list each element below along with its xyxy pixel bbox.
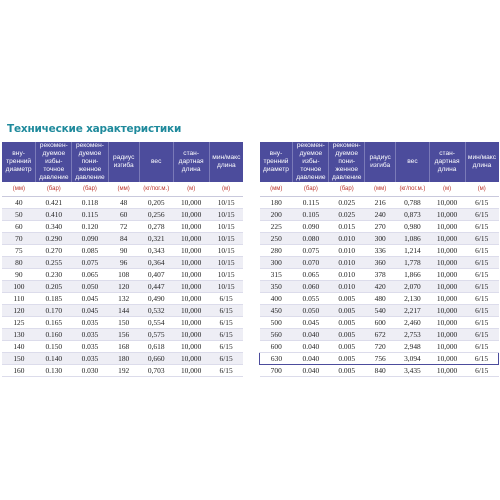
table-cell: 10,000 (429, 365, 465, 377)
table-cell: 720 (365, 341, 396, 353)
table-cell: 1,214 (396, 245, 429, 257)
table-cell: 0,364 (139, 257, 173, 269)
table-cell: 10,000 (173, 317, 209, 329)
table-cell: 0,343 (139, 245, 173, 257)
section-title: Технические характеристики (7, 123, 182, 135)
table-cell: 10/15 (209, 197, 243, 209)
header-underpressure: рекомен- дуемое пони- женное давление (72, 142, 108, 182)
table-cell: 70 (2, 233, 36, 245)
table-cell: 156 (108, 329, 139, 341)
table-cell: 6/15 (465, 365, 499, 377)
table-cell: 0.035 (72, 341, 108, 353)
table-cell: 0.050 (72, 281, 108, 293)
table-cell: 3,435 (396, 365, 429, 377)
table-cell: 120 (2, 305, 36, 317)
header-bend-radius: радиус изгиба (108, 142, 139, 182)
table-row (2, 353, 243, 365)
table-cell: 0,554 (139, 317, 173, 329)
table-cell: 0.010 (329, 281, 365, 293)
table-cell: 350 (260, 281, 293, 293)
table-cell: 0.085 (72, 245, 108, 257)
unit-cell: (м) (209, 182, 243, 197)
table-cell: 0,532 (139, 305, 173, 317)
table-cell: 192 (108, 365, 139, 377)
table-cell: 0.070 (293, 257, 329, 269)
table-cell: 756 (365, 353, 396, 365)
table-cell: 0.035 (72, 329, 108, 341)
header-row (260, 142, 499, 182)
table-cell: 450 (260, 305, 293, 317)
table-cell: 6/15 (465, 257, 499, 269)
table-cell: 0.090 (293, 221, 329, 233)
table-cell: 315 (260, 269, 293, 281)
table-row (260, 341, 499, 353)
table-cell: 0.165 (36, 317, 72, 329)
table-cell: 6/15 (465, 233, 499, 245)
table-cell: 0.045 (72, 293, 108, 305)
unit-cell: (м) (173, 182, 209, 197)
table-row (260, 305, 499, 317)
table-cell: 600 (365, 317, 396, 329)
table-cell: 10,000 (429, 293, 465, 305)
table-cell: 10,000 (173, 269, 209, 281)
table-cell: 90 (108, 245, 139, 257)
table-cell: 0.050 (293, 305, 329, 317)
table-cell: 10,000 (429, 197, 465, 209)
table-cell: 0,490 (139, 293, 173, 305)
table-cell: 0.005 (329, 365, 365, 377)
header-min-max-length: мин/макс длина (465, 142, 499, 182)
table-row (2, 329, 243, 341)
table-cell: 10,000 (173, 281, 209, 293)
table-cell: 90 (2, 269, 36, 281)
header-bend-radius: радиус изгиба (365, 142, 396, 182)
table-cell: 3,094 (396, 353, 429, 365)
table-cell: 130 (2, 329, 36, 341)
table-cell: 420 (365, 281, 396, 293)
table-cell: 6/15 (209, 317, 243, 329)
table-cell: 60 (2, 221, 36, 233)
table-cell: 0,703 (139, 365, 173, 377)
table-cell: 400 (260, 293, 293, 305)
spec-table-right (259, 142, 499, 377)
table-row (260, 197, 499, 209)
table-row (2, 293, 243, 305)
table-cell: 0,980 (396, 221, 429, 233)
table-cell: 10,000 (429, 245, 465, 257)
table-cell: 0.005 (329, 317, 365, 329)
table-cell: 0.005 (329, 353, 365, 365)
table-cell: 96 (108, 257, 139, 269)
table-cell: 6/15 (209, 341, 243, 353)
table-cell: 0,278 (139, 221, 173, 233)
table-row (260, 317, 499, 329)
table-cell: 0.118 (72, 197, 108, 209)
table-cell: 6/15 (465, 329, 499, 341)
table-cell: 0.075 (72, 257, 108, 269)
unit-cell: (мм) (365, 182, 396, 197)
table-cell: 120 (108, 281, 139, 293)
table-row (2, 233, 243, 245)
table-cell: 0.255 (36, 257, 72, 269)
table-cell: 0.150 (36, 341, 72, 353)
table-cell: 0.010 (329, 233, 365, 245)
table-cell: 0,618 (139, 341, 173, 353)
table-row (2, 221, 243, 233)
table-cell: 10,000 (173, 365, 209, 377)
units-row (2, 182, 243, 197)
table-cell: 378 (365, 269, 396, 281)
table-cell: 6/15 (465, 209, 499, 221)
table-cell: 6/15 (209, 293, 243, 305)
table-cell: 0.120 (72, 221, 108, 233)
table-cell: 270 (365, 221, 396, 233)
table-row (260, 245, 499, 257)
table-cell: 0.010 (329, 245, 365, 257)
table-cell: 0.040 (293, 353, 329, 365)
table-cell: 168 (108, 341, 139, 353)
table-cell: 0.005 (329, 329, 365, 341)
table-cell: 0.030 (72, 365, 108, 377)
table-cell: 10,000 (429, 329, 465, 341)
table-cell: 10,000 (173, 353, 209, 365)
table-cell: 0.205 (36, 281, 72, 293)
table-cell: 1,866 (396, 269, 429, 281)
table-cell: 6/15 (465, 221, 499, 233)
table-cell: 6/15 (465, 245, 499, 257)
table-row (260, 365, 499, 377)
table-cell: 10,000 (429, 341, 465, 353)
table-row (260, 329, 499, 341)
table-cell: 672 (365, 329, 396, 341)
table-cell: 540 (365, 305, 396, 317)
table-cell: 10,000 (173, 305, 209, 317)
table-cell: 300 (260, 257, 293, 269)
table-cell: 0,447 (139, 281, 173, 293)
table-cell: 132 (108, 293, 139, 305)
table-cell: 0.010 (329, 269, 365, 281)
table-cell: 10,000 (429, 233, 465, 245)
table-cell: 10/15 (209, 209, 243, 221)
table-row (2, 341, 243, 353)
table-row (260, 353, 499, 365)
table-cell: 0.140 (36, 353, 72, 365)
table-cell: 150 (2, 353, 36, 365)
table-cell: 0.185 (36, 293, 72, 305)
table-row (2, 257, 243, 269)
table-cell: 6/15 (465, 281, 499, 293)
table-cell: 180 (260, 197, 293, 209)
table-cell: 225 (260, 221, 293, 233)
table-cell: 0,321 (139, 233, 173, 245)
table-row (260, 233, 499, 245)
table-cell: 360 (365, 257, 396, 269)
table-cell: 150 (108, 317, 139, 329)
table-cell: 300 (365, 233, 396, 245)
table-cell: 6/15 (465, 269, 499, 281)
table-cell: 0.010 (329, 257, 365, 269)
unit-cell: (м) (465, 182, 499, 197)
unit-cell: (мм) (260, 182, 293, 197)
table-cell: 0,575 (139, 329, 173, 341)
unit-cell: (бар) (36, 182, 72, 197)
table-row (2, 245, 243, 257)
table-cell: 10,000 (429, 305, 465, 317)
table-cell: 0.040 (293, 341, 329, 353)
header-standard-length: стан- дартная длина (429, 142, 465, 182)
table-cell: 6/15 (465, 293, 499, 305)
table-cell: 80 (2, 257, 36, 269)
header-standard-length: стан- дартная длина (173, 142, 209, 182)
table-cell: 6/15 (209, 365, 243, 377)
table-cell: 2,948 (396, 341, 429, 353)
unit-cell: (кг/пог.м.) (139, 182, 173, 197)
table-cell: 0.015 (329, 221, 365, 233)
table-cell: 280 (260, 245, 293, 257)
table-cell: 10/15 (209, 257, 243, 269)
table-cell: 2,070 (396, 281, 429, 293)
unit-cell: (м) (429, 182, 465, 197)
table-cell: 144 (108, 305, 139, 317)
table-cell: 0,788 (396, 197, 429, 209)
table-cell: 0.421 (36, 197, 72, 209)
table-cell: 336 (365, 245, 396, 257)
table-cell: 108 (108, 269, 139, 281)
table-cell: 0.270 (36, 245, 72, 257)
header-min-max-length: мин/макс длина (209, 142, 243, 182)
table-cell: 10/15 (209, 221, 243, 233)
table-cell: 0.075 (293, 245, 329, 257)
table-cell: 0.105 (293, 209, 329, 221)
table-row (260, 293, 499, 305)
table-cell: 0.290 (36, 233, 72, 245)
table-row (2, 269, 243, 281)
table-cell: 0.040 (293, 365, 329, 377)
table-cell: 10,000 (173, 233, 209, 245)
table-cell: 0,660 (139, 353, 173, 365)
table-cell: 0.025 (329, 209, 365, 221)
table-cell: 0.005 (329, 305, 365, 317)
table-cell: 6/15 (465, 305, 499, 317)
table-row (260, 269, 499, 281)
table-cell: 10,000 (173, 209, 209, 221)
table-cell: 10/15 (209, 281, 243, 293)
table-cell: 840 (365, 365, 396, 377)
header-inner-diameter: вну- тренний диаметр (2, 142, 36, 182)
table-cell: 6/15 (465, 353, 499, 365)
table-cell: 60 (108, 209, 139, 221)
table-cell: 10,000 (429, 317, 465, 329)
table-cell: 0,205 (139, 197, 173, 209)
table-cell: 48 (108, 197, 139, 209)
table-cell: 40 (2, 197, 36, 209)
table-cell: 125 (2, 317, 36, 329)
unit-cell: (бар) (72, 182, 108, 197)
table-cell: 6/15 (209, 329, 243, 341)
table-cell: 700 (260, 365, 293, 377)
table-cell: 10/15 (209, 269, 243, 281)
table-cell: 480 (365, 293, 396, 305)
table-cell: 10,000 (173, 329, 209, 341)
table-cell: 10,000 (173, 245, 209, 257)
table-row (2, 197, 243, 209)
table-cell: 10,000 (429, 269, 465, 281)
table-cell: 0,873 (396, 209, 429, 221)
table-cell: 140 (2, 341, 36, 353)
table-cell: 6/15 (465, 317, 499, 329)
table-cell: 0.035 (72, 317, 108, 329)
table-cell: 72 (108, 221, 139, 233)
table-row (260, 209, 499, 221)
table-cell: 10,000 (173, 257, 209, 269)
table-cell: 75 (2, 245, 36, 257)
table-cell: 0.115 (72, 209, 108, 221)
table-cell: 0.160 (36, 329, 72, 341)
table-cell: 500 (260, 317, 293, 329)
table-cell: 0.060 (293, 281, 329, 293)
table-row (260, 257, 499, 269)
table-cell: 160 (2, 365, 36, 377)
table-cell: 240 (365, 209, 396, 221)
table-cell: 10,000 (429, 353, 465, 365)
table-cell: 0.025 (329, 197, 365, 209)
table-cell: 10/15 (209, 245, 243, 257)
table-cell: 0.090 (72, 233, 108, 245)
table-cell: 0,407 (139, 269, 173, 281)
table-cell: 84 (108, 233, 139, 245)
table-cell: 0.045 (72, 305, 108, 317)
table-cell: 630 (260, 353, 293, 365)
header-underpressure: рекомен- дуемое пони- женное давление (329, 142, 365, 182)
table-cell: 6/15 (465, 341, 499, 353)
table-cell: 1,778 (396, 257, 429, 269)
table-cell: 0.065 (293, 269, 329, 281)
unit-cell: (бар) (329, 182, 365, 197)
header-weight: вес (396, 142, 429, 182)
table-cell: 10,000 (173, 197, 209, 209)
header-row (2, 142, 243, 182)
header-weight: вес (139, 142, 173, 182)
table-row (2, 305, 243, 317)
unit-cell: (кг/пог.м.) (396, 182, 429, 197)
table-cell: 0.115 (293, 197, 329, 209)
units-row (260, 182, 499, 197)
table-cell: 2,217 (396, 305, 429, 317)
table-cell: 0.005 (329, 341, 365, 353)
table-cell: 0.340 (36, 221, 72, 233)
table-cell: 6/15 (209, 305, 243, 317)
table-cell: 6/15 (465, 197, 499, 209)
unit-cell: (мм) (2, 182, 36, 197)
table-cell: 200 (260, 209, 293, 221)
table-cell: 6/15 (209, 353, 243, 365)
table-cell: 216 (365, 197, 396, 209)
table-cell: 0.080 (293, 233, 329, 245)
table-cell: 0.170 (36, 305, 72, 317)
spec-table-left (2, 142, 243, 377)
table-cell: 10,000 (429, 221, 465, 233)
table-cell: 0.005 (329, 293, 365, 305)
table-cell: 0,256 (139, 209, 173, 221)
table-cell: 560 (260, 329, 293, 341)
table-row (2, 281, 243, 293)
table-cell: 10,000 (173, 293, 209, 305)
table-row (2, 209, 243, 221)
table-cell: 10,000 (429, 209, 465, 221)
header-overpressure: рекомен- дуемое избы- точное давление (36, 142, 72, 182)
table-cell: 0.230 (36, 269, 72, 281)
table-cell: 10,000 (173, 341, 209, 353)
table-cell: 250 (260, 233, 293, 245)
header-overpressure: рекомен- дуемое избы- точное давление (293, 142, 329, 182)
table-cell: 100 (2, 281, 36, 293)
table-cell: 10,000 (429, 281, 465, 293)
table-row (260, 221, 499, 233)
table-cell: 110 (2, 293, 36, 305)
header-inner-diameter: вну- тренний диаметр (260, 142, 293, 182)
table-cell: 10,000 (429, 257, 465, 269)
table-cell: 1,086 (396, 233, 429, 245)
table-cell: 2,130 (396, 293, 429, 305)
table-cell: 600 (260, 341, 293, 353)
table-cell: 2,753 (396, 329, 429, 341)
table-cell: 0.130 (36, 365, 72, 377)
table-cell: 0.065 (72, 269, 108, 281)
table-cell: 180 (108, 353, 139, 365)
table-cell: 0.410 (36, 209, 72, 221)
table-row (2, 317, 243, 329)
table-cell: 10,000 (173, 221, 209, 233)
table-row (2, 365, 243, 377)
table-cell: 10/15 (209, 233, 243, 245)
table-row (260, 281, 499, 293)
table-cell: 0.055 (293, 293, 329, 305)
table-cell: 0.035 (72, 353, 108, 365)
table-cell: 0.040 (293, 329, 329, 341)
unit-cell: (мм) (108, 182, 139, 197)
unit-cell: (бар) (293, 182, 329, 197)
table-cell: 2,460 (396, 317, 429, 329)
table-cell: 0.045 (293, 317, 329, 329)
table-cell: 50 (2, 209, 36, 221)
